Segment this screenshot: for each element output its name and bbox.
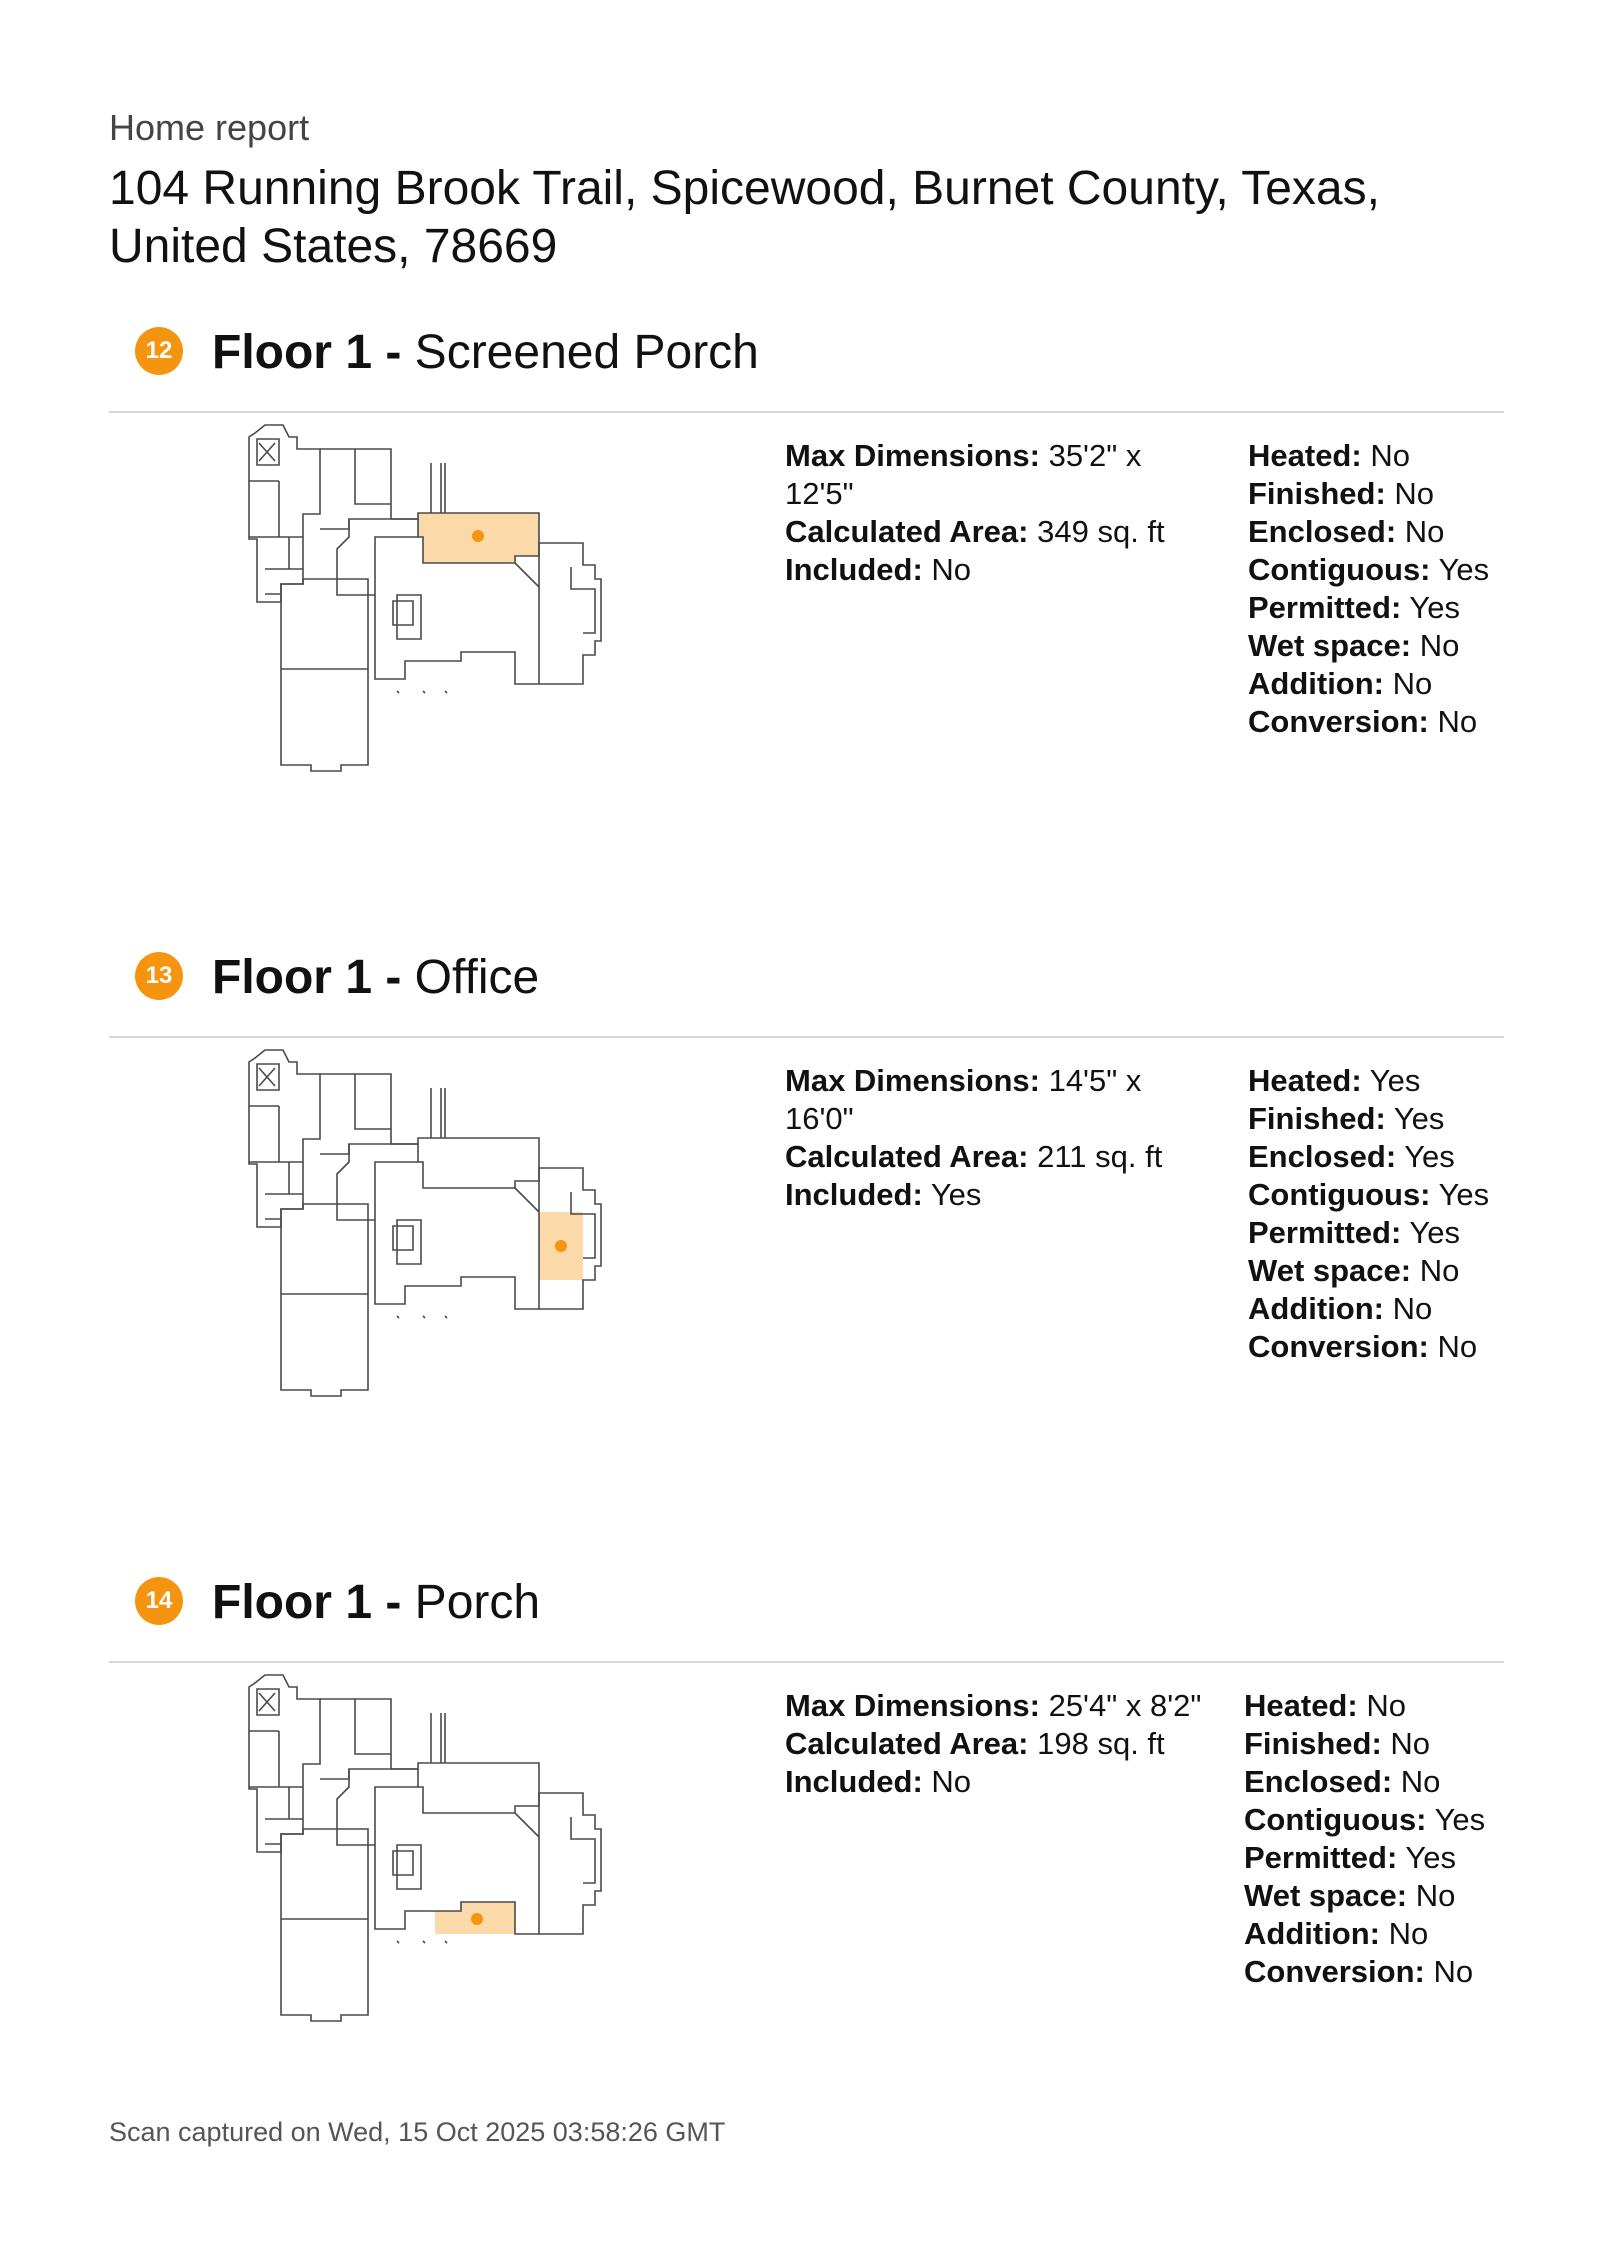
heated-row: Heated: Yes [1248,1063,1421,1098]
enclosed-row: Enclosed: Yes [1248,1139,1455,1174]
included-row: Included: Yes [785,1177,982,1212]
conversion-row: Conversion: No [1248,1329,1478,1364]
calculated-area-row: Calculated Area: 349 sq. ft [785,514,1165,549]
finished-row: Finished: Yes [1248,1101,1445,1136]
room-marker [555,1240,567,1252]
room-marker [472,530,484,542]
page-title: 104 Running Brook Trail, Spicewood, Burnet County, Texas, United States, 78669 [109,162,1380,273]
contiguous-row: Contiguous: Yes [1248,552,1490,587]
permitted-row: Permitted: Yes [1248,1215,1460,1250]
heated-row: Heated: No [1248,438,1410,473]
addition-row: Addition: No [1248,1291,1433,1326]
room-number-badge: 14 [135,1577,183,1625]
section-title [212,950,539,1005]
dimension-details [785,1687,1205,1801]
included-row: Included: No [785,552,972,587]
included-row: Included: No [785,1764,972,1799]
enclosed-row: Enclosed: No [1248,514,1445,549]
contiguous-row: Contiguous: Yes [1248,1177,1490,1212]
conversion-row: Conversion: No [1244,1954,1474,1989]
finished-row: Finished: No [1244,1726,1431,1761]
calculated-area-row: Calculated Area: 198 sq. ft [785,1726,1165,1761]
attribute-details [1244,1687,1504,1991]
calculated-area-row: Calculated Area: 211 sq. ft [785,1139,1163,1174]
enclosed-row: Enclosed: No [1244,1764,1441,1799]
section-header [109,327,1504,413]
wet-space-row: Wet space: No [1244,1878,1456,1913]
room-section [0,327,1600,887]
dimension-details [785,437,1205,589]
wet-space-row: Wet space: No [1248,1253,1460,1288]
room-number-badge: 12 [135,327,183,375]
floor-plan-image [245,419,615,784]
room-name: Porch [414,1576,541,1629]
room-number-badge: 13 [135,952,183,1000]
permitted-row: Permitted: Yes [1244,1840,1456,1875]
section-header [109,1577,1504,1663]
title-separator: - [372,326,415,379]
attribute-details [1248,437,1508,741]
page-subtitle: Home report [109,107,310,148]
dimension-details [785,1062,1205,1214]
scan-timestamp: Scan captured on Wed, 15 Oct 2025 03:58:26 GMT [109,2117,726,2147]
max-dimensions-row: Max Dimensions: 25'4" x 8'2" [785,1688,1202,1723]
room-section [0,952,1600,1512]
room-name: Screened Porch [414,326,759,379]
floor-label: Floor 1 [212,326,373,379]
max-dimensions-row: Max Dimensions: 35'2" x 12'5" [785,438,1142,511]
floor-label: Floor 1 [212,1576,373,1629]
floor-plan-image [245,1044,615,1409]
title-separator: - [372,951,415,1004]
addition-row: Addition: No [1244,1916,1429,1951]
room-name: Office [414,951,540,1004]
addition-row: Addition: No [1248,666,1433,701]
floor-plan-image [245,1669,615,2034]
permitted-row: Permitted: Yes [1248,590,1460,625]
section-title [212,325,759,380]
max-dimensions-row: Max Dimensions: 14'5" x 16'0" [785,1063,1142,1136]
section-title [212,1575,540,1630]
finished-row: Finished: No [1248,476,1435,511]
section-header [109,952,1504,1038]
title-separator: - [372,1576,415,1629]
heated-row: Heated: No [1244,1688,1406,1723]
floor-label: Floor 1 [212,951,373,1004]
wet-space-row: Wet space: No [1248,628,1460,663]
room-section [0,1577,1600,2137]
conversion-row: Conversion: No [1248,704,1478,739]
contiguous-row: Contiguous: Yes [1244,1802,1486,1837]
room-marker [471,1913,483,1925]
attribute-details [1248,1062,1508,1366]
